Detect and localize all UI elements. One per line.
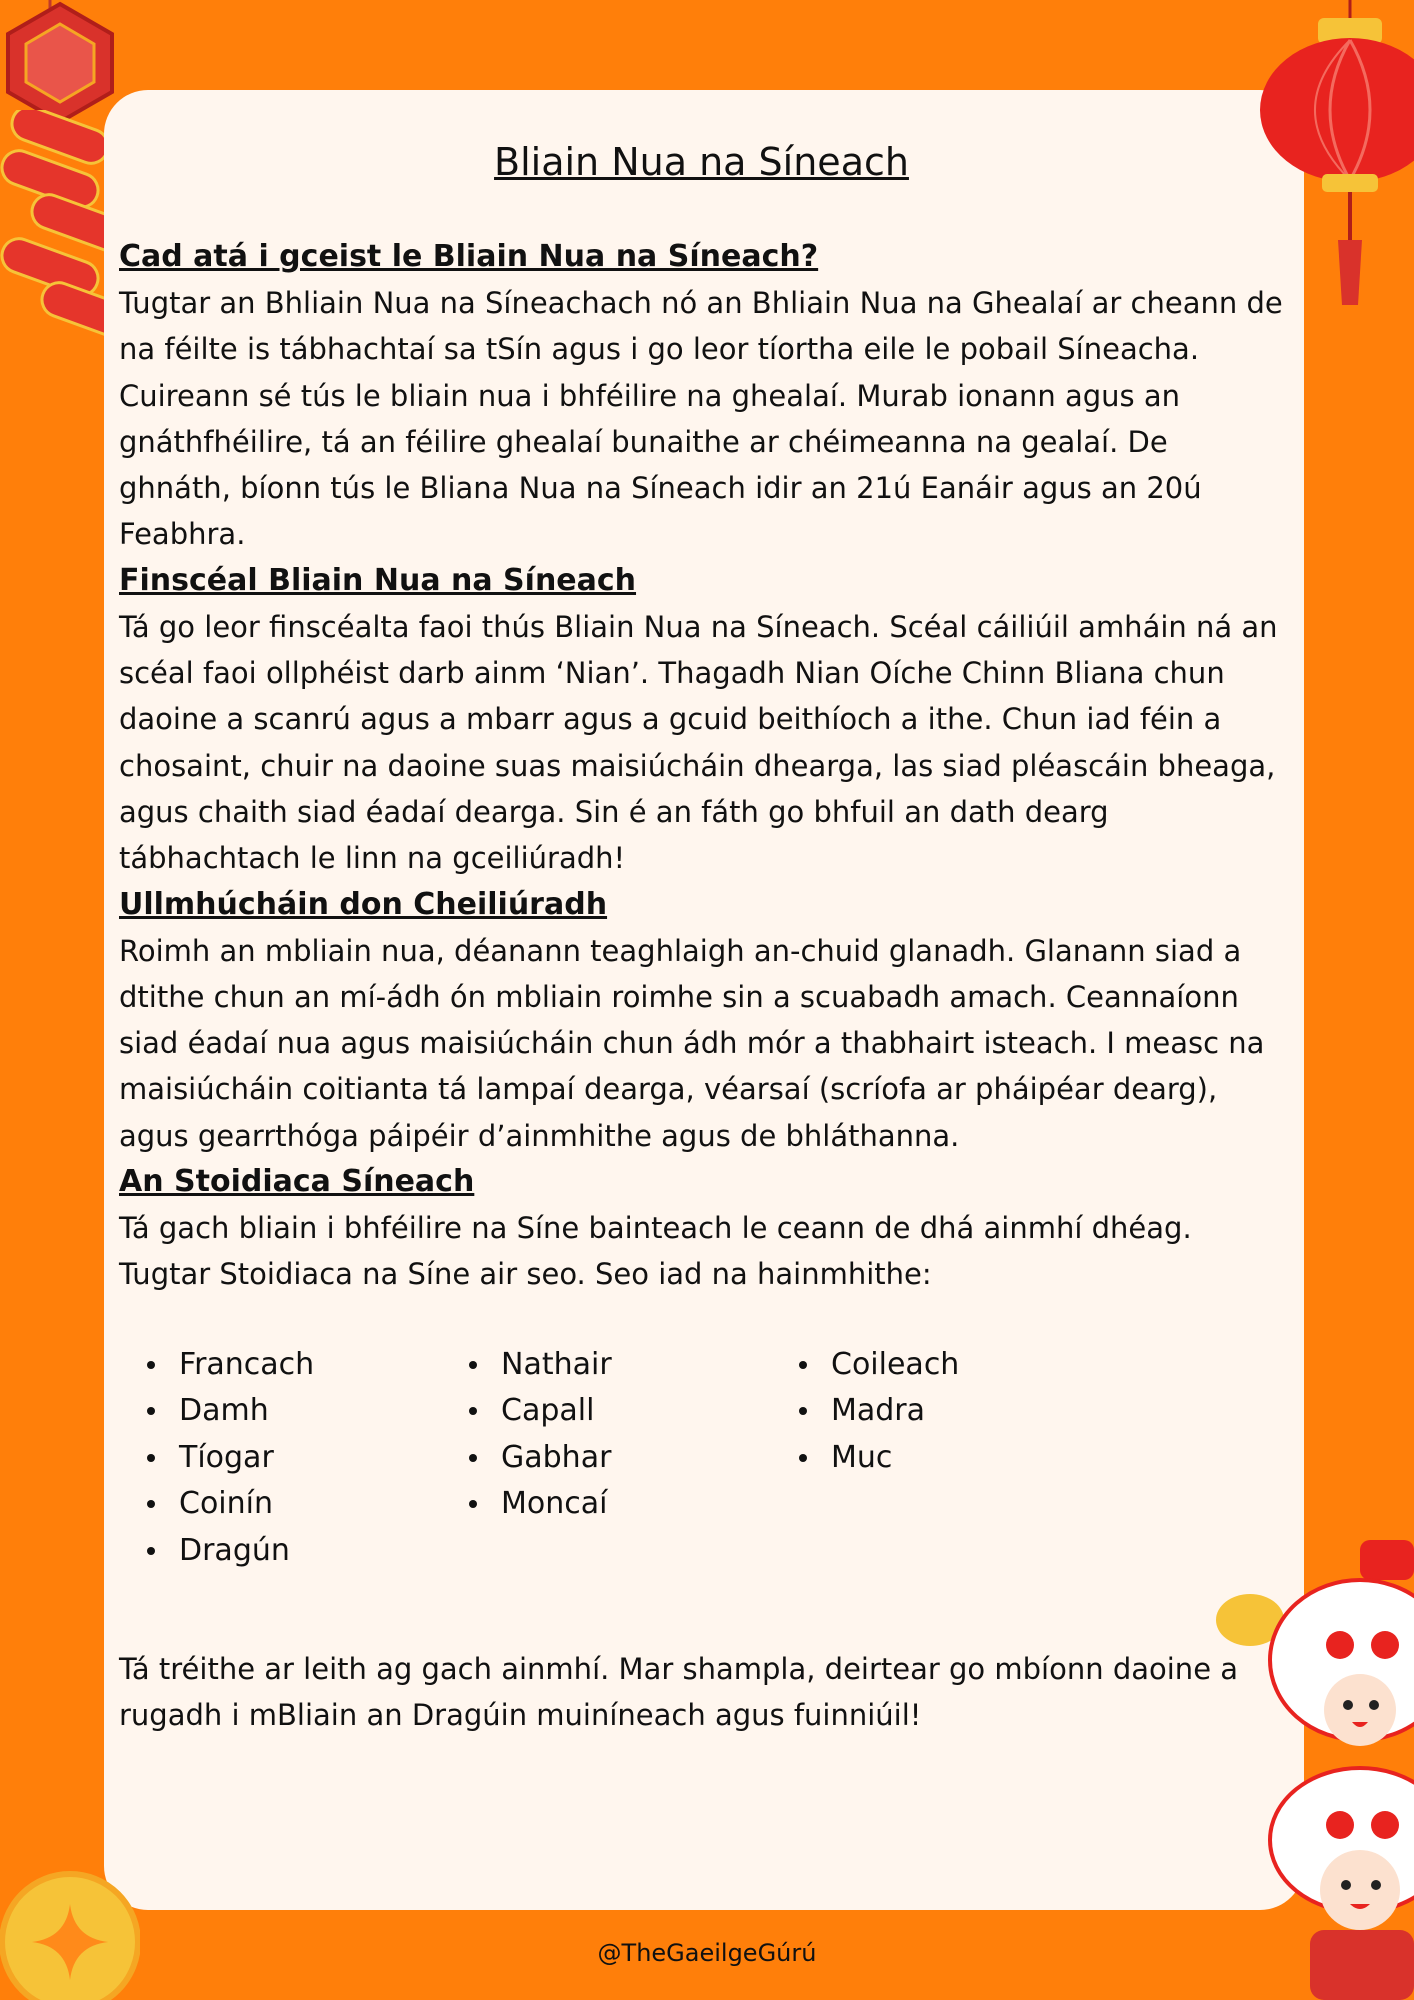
list-item [147,1435,314,1482]
zodiac-column-3 [799,1342,959,1482]
list-item [147,1342,314,1389]
list-item [147,1388,314,1435]
document-body [119,130,1284,1738]
bullet-icon [469,1361,477,1369]
zodiac-animal: Coinín [179,1486,273,1522]
list-item [799,1388,959,1435]
zodiac-column-2 [469,1342,612,1528]
list-item [469,1481,612,1528]
bullet-icon [799,1454,807,1462]
section-heading-intro: Cad atá i gceist le Bliain Nua na Síneach? [119,239,819,274]
zodiac-animal: Damh [179,1393,269,1429]
zodiac-animal: Muc [831,1439,893,1475]
zodiac-animal: Madra [831,1393,926,1429]
bullet-icon [469,1407,477,1415]
section-heading-zodiac: An Stoidiaca Síneach [119,1164,475,1200]
list-item [799,1435,959,1482]
list-item [799,1342,959,1389]
section-heading-preparations: Ullmhúcháin don Cheiliúradh [119,886,608,922]
page-title: Bliain Nua na Síneach [494,140,909,184]
list-item [469,1342,612,1389]
zodiac-column-1 [147,1342,314,1575]
zodiac-animal: Gabhar [501,1439,612,1475]
bullet-icon [799,1361,807,1369]
bullet-icon [469,1500,477,1508]
bullet-icon [147,1407,155,1415]
bullet-icon [147,1547,155,1555]
zodiac-animal: Capall [501,1393,595,1429]
bullet-icon [147,1454,155,1462]
zodiac-list [119,1342,1284,1632]
bullet-icon [147,1361,155,1369]
section-text-intro: Tugtar an Bhliain Nua na Síneachach nó an Bhliain Nua na Ghealaí ar cheann de na féilte is tábhachtaí sa tSín agus i go leor tíortha eile le pobail Síneacha. Cuireann sé tús le bliain nua i bhféilire na ghealaí. Murab ionann agus an gnáthfhéilire, tá an féilire ghealaí bunaithe ar chéimeanna na gealaí. De ghnáth, bíonn tús le Bliana Nua na Síneach idir an 21ú Eanáir agus an 20ú Feabhra. [119,286,1283,552]
zodiac-animal: Tíogar [179,1439,274,1475]
list-item [469,1388,612,1435]
section-heading-legend: Finscéal Bliain Nua na Síneach [119,562,637,598]
section-text-zodiac: Tá gach bliain i bhféilire na Síne bainteach le ceann de dhá ainmhí dhéag. Tugtar Stoidiaca na Síne air seo. Seo iad na hainmhithe: [119,1211,1192,1292]
zodiac-animal: Dragún [179,1532,290,1568]
footer-handle: @TheGaeilgeGúrú [597,1939,817,1967]
closing-text: Tá tréithe ar leith ag gach ainmhí. Mar shampla, deirtear go mbíonn daoine a rugadh i mBliain an Dragúin muiníneach agus fuinniúil! [119,1651,1239,1732]
list-item [147,1481,314,1528]
section-text-legend: Tá go leor finscéalta faoi thús Bliain Nua na Síneach. Scéal cáiliúil amháin ná an scéal faoi ollphéist darb ainm ‘Nian’. Thagadh Nian Oíche Chinn Bliana chun daoine a scanrú agus a mbarr agus a gcuid beithíoch a ithe. Chun iad féin a chosaint, chuir na daoine suas maisiúcháin dhearga, las siad pléascáin bheaga, agus chaith siad éadaí dearga. Sin é an fáth go bhfuil an dath dearg tábhachtach le linn na gceiliúradh! [119,609,1278,876]
bullet-icon [799,1407,807,1415]
bullet-icon [469,1454,477,1462]
section-text-preparations: Roimh an mbliain nua, déanann teaghlaigh an-chuid glanadh. Glanann siad a dtithe chun an mí-ádh ón mbliain roimhe sin a scuabadh amach. Ceannaíonn siad éadaí nua agus maisiúcháin chun ádh mór a thabhairt isteach. I measc na maisiúcháin coitianta tá lampaí dearga, véarsaí (scríofa ar pháipéar dearg), agus gearrthóga páipéir d’ainmhithe agus de bhláthanna. [119,933,1265,1153]
coin-icon [0,1864,140,2000]
zodiac-animal: Nathair [501,1346,612,1382]
list-item [147,1528,314,1575]
zodiac-animal: Moncaí [501,1486,608,1522]
zodiac-animal: Francach [179,1346,315,1382]
zodiac-animal: Coileach [831,1346,960,1382]
list-item [469,1435,612,1482]
bullet-icon [147,1500,155,1508]
